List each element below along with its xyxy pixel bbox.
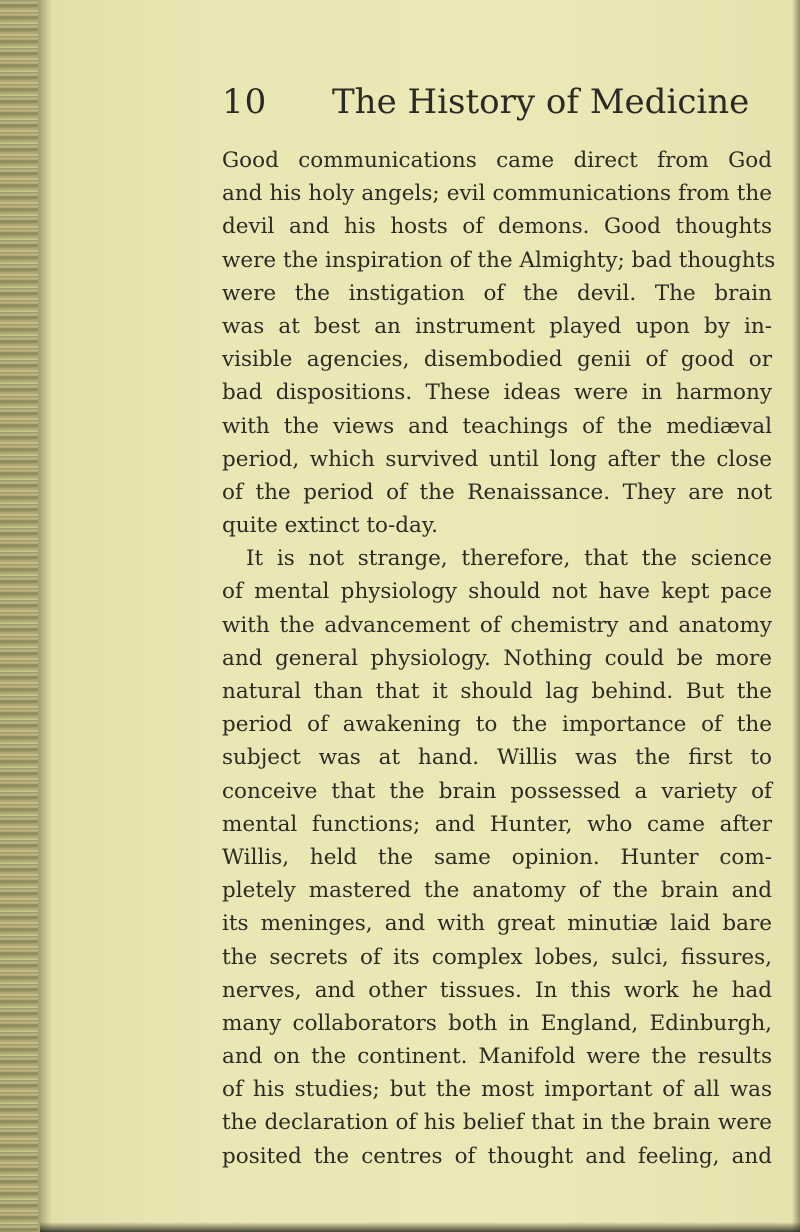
text-line: and his holy angels; evil communications from the (222, 181, 772, 207)
text-line: posited the centres of thought and feeling, and (222, 1143, 772, 1169)
text-line: of mental physiology should not have kept pace (222, 579, 772, 605)
text-line: bad dispositions. These ideas were in harmony (222, 380, 772, 406)
text-line: many collaborators both in England, Edinburgh, (222, 1010, 772, 1036)
text-line: with the views and teachings of the mediæval (222, 413, 772, 439)
text-line: Willis, held the same opinion. Hunter com- (222, 844, 772, 870)
text-line: devil and his hosts of demons. Good thoughts (222, 214, 772, 240)
text-line: the secrets of its complex lobes, sulci, fissures, (222, 944, 772, 970)
text-line: were the instigation of the devil. The brain (222, 280, 772, 306)
text-line: nerves, and other tissues. In this work he had (222, 977, 772, 1003)
text-line: quite extinct to-day. (222, 513, 438, 539)
running-head (222, 78, 782, 134)
page-bottom-edge (40, 1222, 800, 1232)
text-line: was at best an instrument played upon by in- (222, 313, 772, 339)
gutter-shadow (38, 0, 52, 1232)
text-line: and on the continent. Manifold were the results (222, 1044, 772, 1070)
book-binding-edge (0, 0, 38, 1232)
text-line: the declaration of his belief that in the brain were (222, 1110, 772, 1136)
page-right-edge (792, 0, 800, 1232)
text-line: period, which survived until long after the close (222, 446, 772, 472)
text-line: with the advancement of chemistry and anatomy (222, 612, 772, 638)
text-line: Good communications came direct from God (222, 148, 772, 173)
text-line: were the inspiration of the Almighty; bad thoughts (222, 247, 776, 273)
paragraph-start-line: It is not strange, therefore, that the science (246, 546, 772, 572)
running-title: The History of Medicine (332, 82, 750, 122)
text-line: visible agencies, disembodied genii of good or (222, 347, 772, 373)
text-line: natural than that it should lag behind. But the (222, 679, 772, 704)
text-line: mental functions; and Hunter, who came after (222, 811, 772, 837)
text-line: and general physiology. Nothing could be more (222, 645, 772, 671)
text-line: pletely mastered the anatomy of the brain and (222, 878, 772, 904)
text-line: period of awakening to the importance of the (222, 712, 772, 738)
text-line: conceive that the brain possessed a variety of (222, 778, 772, 804)
text-line: subject was at hand. Willis was the first to (222, 745, 772, 771)
text-line: its meninges, and with great minutiæ laid bare (222, 911, 772, 937)
body-text (222, 144, 776, 1173)
text-line: of his studies; but the most important of all was (222, 1077, 772, 1103)
text-line: of the period of the Renaissance. They are not (222, 479, 772, 505)
page-number: 10 (222, 82, 268, 122)
